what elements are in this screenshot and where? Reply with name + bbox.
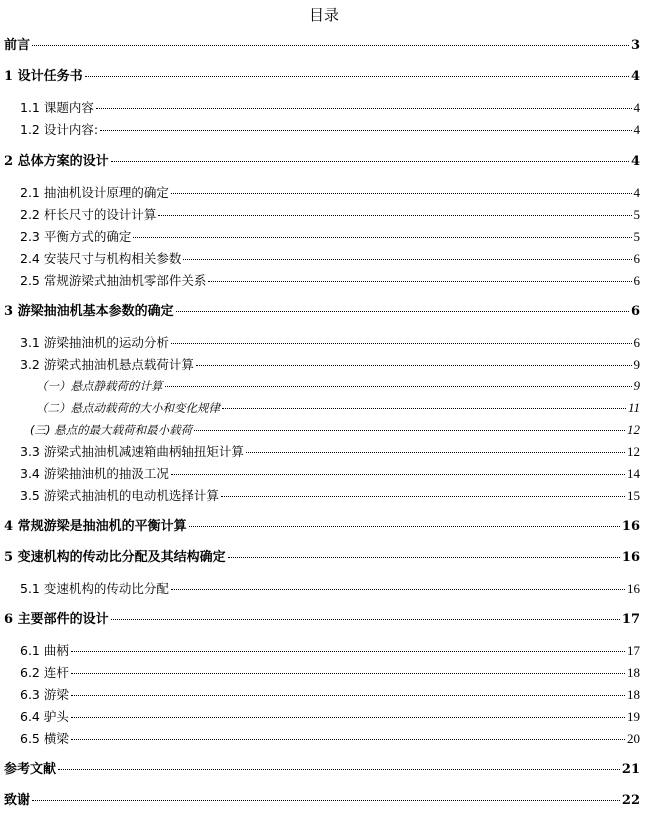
- toc-entry-label: （二）悬点动载荷的大小和变化规律: [36, 401, 220, 415]
- dot-leader: [176, 311, 629, 312]
- toc-entry-page: 11: [627, 400, 640, 415]
- toc-entry-label: 3.4 游梁抽油机的抽汲工况: [20, 466, 169, 481]
- toc-entry-label: 参考文献: [4, 762, 57, 777]
- toc-entry-page: 17: [621, 612, 640, 627]
- toc-entry-section-2-1[interactable]: [20, 184, 640, 202]
- toc-entry-section-3-3[interactable]: [20, 443, 640, 461]
- dot-leader: [228, 557, 620, 558]
- toc-entry-section-1-2[interactable]: [20, 121, 640, 139]
- toc-entry-label: 6.4 驴头: [20, 709, 69, 724]
- toc-entry-section-2-3[interactable]: [20, 228, 640, 246]
- dot-leader: [208, 281, 631, 282]
- toc-entry-chapter-1[interactable]: [4, 68, 640, 86]
- toc-entry-label: 3.5 游梁式抽油机的电动机选择计算: [20, 488, 219, 503]
- toc-entry-acknowledgements[interactable]: [4, 792, 640, 810]
- toc-entry-label: 3 游梁抽油机基本参数的确定: [4, 304, 174, 319]
- dot-leader: [111, 161, 629, 162]
- toc-entry-section-6-5[interactable]: [20, 730, 640, 748]
- dot-leader: [246, 452, 625, 453]
- toc-entry-page: 3: [630, 38, 640, 53]
- toc-entry-section-1-1[interactable]: [20, 99, 640, 117]
- dot-leader: [171, 343, 632, 344]
- dot-leader: [100, 130, 631, 131]
- toc-entry-label: 3.1 游梁抽油机的运动分析: [20, 335, 169, 350]
- toc-entry-label: 6.1 曲柄: [20, 643, 69, 658]
- toc-entry-page: 16: [621, 550, 640, 565]
- toc-entry-label: (三) 悬点的最大载荷和最小载荷: [30, 423, 193, 437]
- dot-leader: [171, 193, 632, 194]
- toc-entry-label: 6.3 游梁: [20, 687, 69, 702]
- dot-leader: [32, 800, 620, 801]
- toc-entry-label: 6 主要部件的设计: [4, 612, 109, 627]
- toc-entry-page: 4: [633, 185, 640, 200]
- toc-entry-label: 2.3 平衡方式的确定: [20, 229, 132, 244]
- dot-leader: [71, 673, 625, 674]
- toc-entry-section-2-5[interactable]: [20, 272, 640, 290]
- dot-leader: [133, 237, 631, 238]
- toc-entry-page: 18: [627, 665, 640, 680]
- dot-leader: [71, 651, 625, 652]
- toc-entry-page: 5: [633, 229, 640, 244]
- dot-leader: [96, 108, 632, 109]
- toc-entry-label: 前言: [4, 38, 31, 53]
- toc-entry-label: 5.1 变速机构的传动比分配: [20, 581, 169, 596]
- dot-leader: [221, 496, 625, 497]
- toc-entry-section-6-1[interactable]: [20, 642, 640, 660]
- dot-leader: [71, 717, 625, 718]
- toc-entry-chapter-3[interactable]: [4, 303, 640, 321]
- toc-entry-section-6-4[interactable]: [20, 708, 640, 726]
- toc-entry-label: 1 设计任务书: [4, 69, 83, 84]
- toc-entry-page: 12: [627, 422, 640, 437]
- dot-leader: [85, 76, 629, 77]
- toc-entry-page: 4: [633, 100, 640, 115]
- toc-entry-label: 1.1 课题内容: [20, 100, 94, 115]
- toc-entry-section-3-2[interactable]: [20, 356, 640, 374]
- toc-entry-page: 22: [621, 793, 640, 808]
- toc-entry-label: 1.2 设计内容:: [20, 122, 99, 137]
- toc-entry-label: 6.5 横梁: [20, 731, 69, 746]
- dot-leader: [71, 695, 625, 696]
- toc-entry-page: 6: [633, 273, 640, 288]
- toc-entry-label: 3.3 游梁式抽油机减速箱曲柄轴扭矩计算: [20, 444, 244, 459]
- toc-entry-section-2-4[interactable]: [20, 250, 640, 268]
- toc-entry-section-3-1[interactable]: [20, 334, 640, 352]
- toc-entry-preface[interactable]: [4, 37, 640, 55]
- dot-leader: [71, 739, 625, 740]
- toc-entry-label: 4 常规游梁是抽油机的平衡计算: [4, 519, 187, 534]
- dot-leader: [194, 430, 625, 431]
- toc-entry-page: 16: [621, 519, 640, 534]
- toc-entry-chapter-6[interactable]: [4, 611, 640, 629]
- toc-entry-section-6-3[interactable]: [20, 686, 640, 704]
- toc-entry-page: 19: [627, 709, 640, 724]
- toc-entry-page: 16: [627, 581, 640, 596]
- toc-entry-page: 4: [633, 122, 640, 137]
- toc-title: 目录: [308, 6, 339, 24]
- toc-entry-chapter-4[interactable]: [4, 518, 640, 536]
- dot-leader: [189, 526, 620, 527]
- toc-entry-label: 3.2 游梁式抽油机悬点载荷计算: [20, 357, 194, 372]
- dot-leader: [222, 408, 626, 409]
- toc-entry-section-6-2[interactable]: [20, 664, 640, 682]
- toc-entry-page: 4: [630, 154, 640, 169]
- toc-entry-chapter-2[interactable]: [4, 153, 640, 171]
- dot-leader: [32, 45, 629, 46]
- toc-entry-page: 9: [633, 378, 640, 393]
- toc-entry-subsection-3-2-3[interactable]: [30, 421, 640, 439]
- toc-entry-references[interactable]: [4, 761, 640, 779]
- toc-entry-section-3-5[interactable]: [20, 487, 640, 505]
- toc-entry-label: （一）悬点静载荷的计算: [36, 379, 163, 393]
- toc-entry-label: 2.5 常规游梁式抽油机零部件关系: [20, 273, 207, 288]
- toc-entry-label: 2.1 抽油机设计原理的确定: [20, 185, 169, 200]
- toc-entry-page: 14: [627, 466, 640, 481]
- toc-entry-page: 21: [621, 762, 640, 777]
- toc-entry-page: 18: [627, 687, 640, 702]
- toc-entry-label: 2.4 安装尺寸与机构相关参数: [20, 251, 182, 266]
- toc-entry-section-3-4[interactable]: [20, 465, 640, 483]
- toc-entry-page: 17: [627, 643, 640, 658]
- dot-leader: [165, 386, 632, 387]
- toc-entry-page: 6: [630, 304, 640, 319]
- toc-entry-page: 6: [633, 251, 640, 266]
- toc-entry-label: 5 变速机构的传动比分配及其结构确定: [4, 550, 226, 565]
- toc-entry-subsection-3-2-2[interactable]: [36, 399, 640, 417]
- toc-entry-section-2-2[interactable]: [20, 206, 640, 224]
- toc-entry-subsection-3-2-1[interactable]: [36, 377, 640, 395]
- toc-entry-label: 致谢: [4, 793, 31, 808]
- dot-leader: [158, 215, 631, 216]
- toc-entry-page: 20: [627, 731, 640, 746]
- toc-entry-page: 15: [627, 488, 640, 503]
- toc-entry-page: 12: [627, 444, 640, 459]
- dot-leader: [183, 259, 631, 260]
- toc-entry-chapter-5[interactable]: [4, 549, 640, 567]
- dot-leader: [111, 619, 620, 620]
- toc-entry-label: 2.2 杆长尺寸的设计计算: [20, 207, 157, 222]
- dot-leader: [58, 769, 620, 770]
- toc-entry-page: 6: [633, 335, 640, 350]
- dot-leader: [196, 365, 632, 366]
- toc-entry-section-5-1[interactable]: [20, 580, 640, 598]
- toc-entry-label: 2 总体方案的设计: [4, 154, 109, 169]
- toc-entry-page: 5: [633, 207, 640, 222]
- toc-entry-page: 4: [630, 69, 640, 84]
- toc-entry-page: 9: [633, 357, 640, 372]
- toc-entry-label: 6.2 连杆: [20, 665, 69, 680]
- dot-leader: [171, 474, 625, 475]
- dot-leader: [171, 589, 625, 590]
